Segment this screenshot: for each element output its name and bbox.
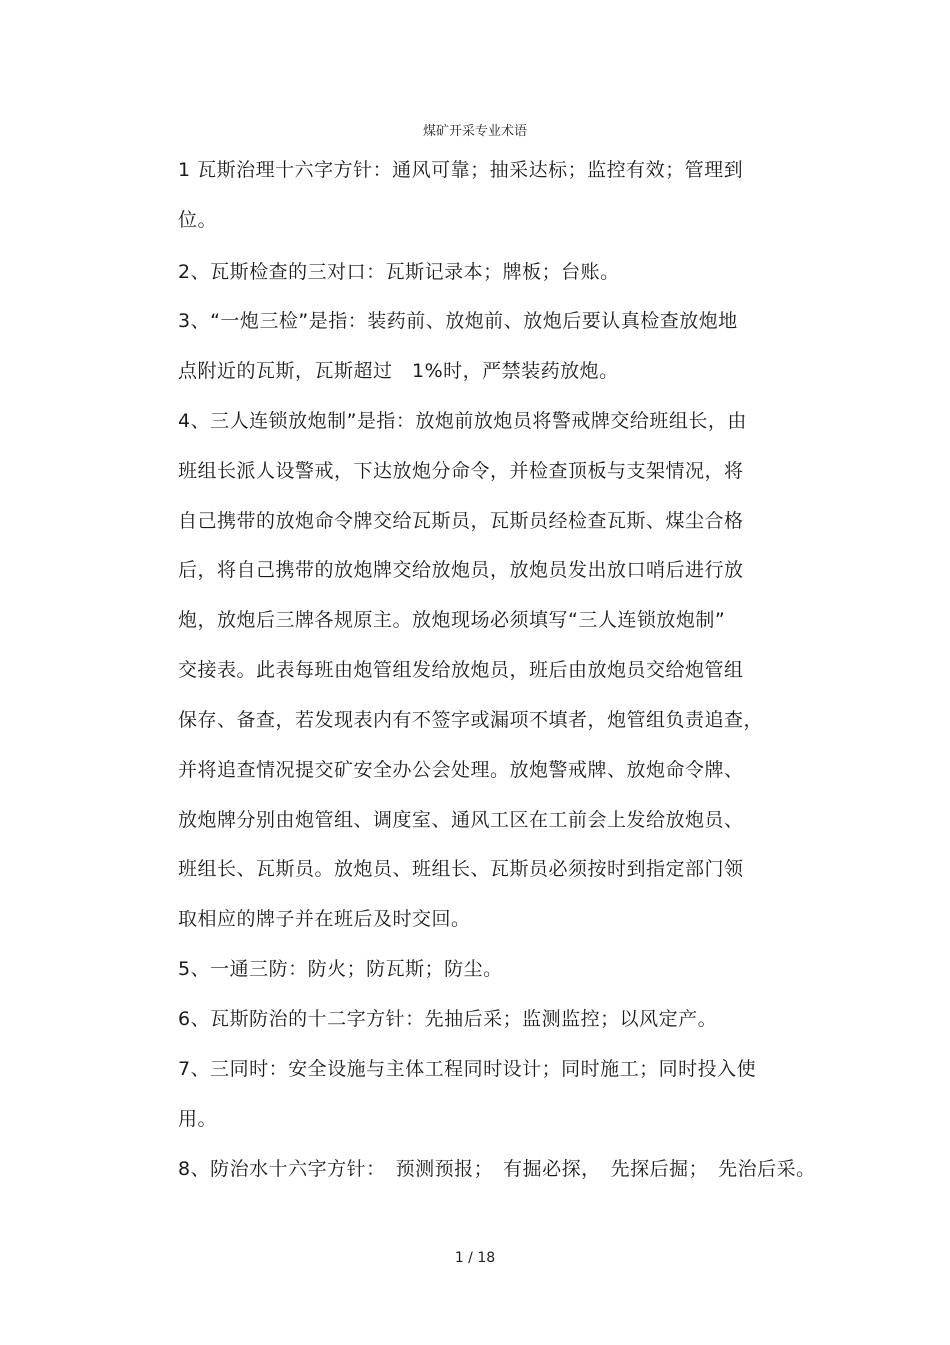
text-line: 4、三人连锁放炮制”是指：放炮前放炮员将警戒牌交给班组长，由 <box>178 410 747 432</box>
document-title: 煤矿开采专业术语 <box>422 124 527 139</box>
text-line: 交接表。此表每班由炮管组发给放炮员，班后由放炮员交给炮管组 <box>178 659 744 681</box>
text-line: 8、防治水十六字方针： 预测预报； 有掘必探， 先探后掘； 先治后采。 <box>178 1158 816 1180</box>
text-line: 自己携带的放炮命令牌交给瓦斯员，瓦斯员经检查瓦斯、煤尘合格 <box>178 510 744 532</box>
text-line: 取相应的牌子并在班后及时交回。 <box>178 908 471 930</box>
text-line: 放炮牌分别由炮管组、调度室、通风工区在工前会上发给放炮员、 <box>178 809 744 831</box>
text-line: 5、一通三防：防火；防瓦斯；防尘。 <box>178 958 503 980</box>
text-line: 并将追查情况提交矿安全办公会处理。放炮警戒牌、放炮命令牌、 <box>178 759 744 781</box>
text-line: 保存、备查，若发现表内有不签字或漏项不填者，炮管组负责追查， <box>178 709 764 731</box>
text-line: 班组长、瓦斯员。放炮员、班组长、瓦斯员必须按时到指定部门领 <box>178 858 744 880</box>
text-line: 后，将自己携带的放炮牌交给放炮员，放炮员发出放口哨后进行放 <box>178 559 744 581</box>
text-line: 1 瓦斯治理十六字方针：通风可靠；抽采达标；监控有效；管理到 <box>178 159 744 181</box>
text-line: 7、三同时：安全设施与主体工程同时设计；同时施工；同时投入使 <box>178 1058 757 1080</box>
text-line: 位。 <box>178 209 218 231</box>
text-line: 6、瓦斯防治的十二字方针：先抽后采；监测监控；以风定产。 <box>178 1008 718 1030</box>
text-line: 班组长派人设警戒，下达放炮分命令，并检查顶板与支架情况，将 <box>178 460 744 482</box>
text-line: 3、“一炮三检”是指：装药前、放炮前、放炮后要认真检查放炮地 <box>178 310 738 332</box>
text-line: 炮，放炮后三牌各规原主。放炮现场必须填写“三人连锁放炮制” <box>178 609 726 631</box>
text-line: 用。 <box>178 1108 218 1130</box>
page-number: 1 / 18 <box>454 1250 496 1266</box>
text-line: 点附近的瓦斯，瓦斯超过 1%时，严禁装药放炮。 <box>178 360 619 382</box>
text-line: 2、瓦斯检查的三对口：瓦斯记录本；牌板；台账。 <box>178 261 620 283</box>
